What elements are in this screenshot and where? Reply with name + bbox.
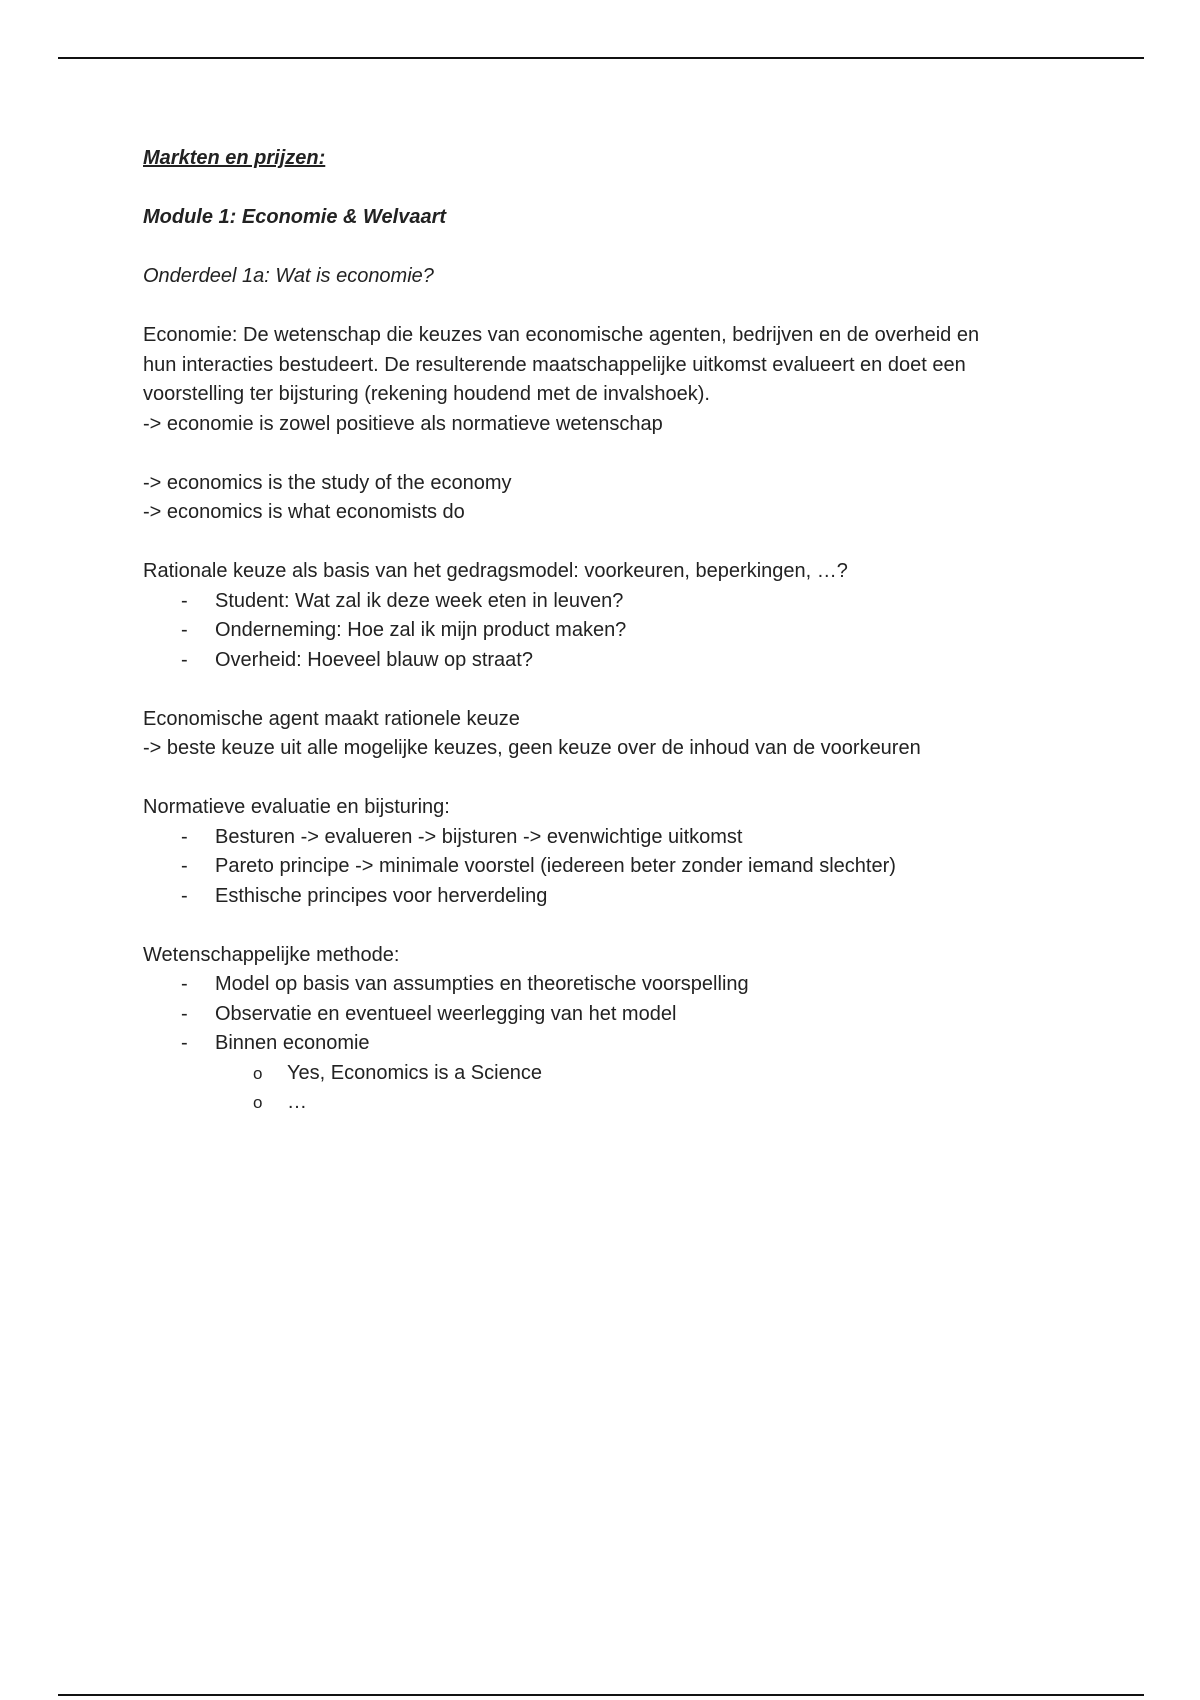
header-rule — [58, 57, 1144, 59]
agent-line: Economische agent maakt rationele keuze — [143, 707, 520, 730]
method-list — [143, 970, 1083, 1059]
definition-line: -> economie is zowel positieve als normatieve wetenschap — [143, 412, 663, 435]
economics-line: -> economics is the study of the economy — [143, 471, 512, 494]
agent-paragraph — [143, 705, 1083, 764]
definition-line: hun interacties bestudeert. De resulterende maatschappelijke uitkomst evalueert en doet een — [143, 353, 966, 376]
list-item: - Overheid: Hoeveel blauw op straat? — [143, 646, 1083, 676]
method-heading: Wetenschappelijke methode: — [143, 943, 400, 966]
definition-line: Economie: De wetenschap die keuzes van economische agenten, bedrijven en de overheid en — [143, 324, 980, 346]
module-heading: Module 1: Economie & Welvaart — [143, 206, 447, 228]
list-item: - Student: Wat zal ik deze week eten in leuven? — [143, 587, 1083, 617]
method-sublist — [143, 1059, 1083, 1118]
economics-line: -> economics is what economists do — [143, 501, 465, 523]
definition-paragraph — [143, 321, 1083, 439]
sublist-item: o Yes, Economics is a Science — [143, 1059, 1083, 1089]
list-item: - Observatie en eventueel weerlegging van het model — [143, 1000, 1083, 1030]
rational-choice-list — [143, 587, 1083, 676]
agent-line: -> beste keuze uit alle mogelijke keuzes, geen keuze over de inhoud van de voorkeuren — [143, 737, 921, 759]
definition-line: voorstelling ter bijsturing (rekening houdend met de invalshoek). — [143, 383, 710, 405]
normative-list — [143, 823, 1083, 912]
document-title: Markten en prijzen: — [143, 147, 326, 169]
list-item: - Besturen -> evalueren -> bijsturen -> evenwichtige uitkomst — [143, 823, 1083, 853]
sublist-item: o … — [143, 1088, 1083, 1118]
economics-paragraph — [143, 469, 1083, 528]
section-heading: Onderdeel 1a: Wat is economie? — [143, 265, 434, 287]
rational-choice-section — [143, 557, 1083, 675]
list-item: - Pareto principe -> minimale voorstel (iedereen beter zonder iemand slechter) — [143, 852, 1083, 882]
list-item: - Esthische principes voor herverdeling — [143, 882, 1083, 912]
list-item: - Model op basis van assumpties en theoretische voorspelling — [143, 970, 1083, 1000]
footer-rule — [58, 1694, 1144, 1696]
normative-heading: Normatieve evaluatie en bijsturing: — [143, 796, 450, 818]
method-section — [143, 941, 1083, 1118]
normative-section — [143, 793, 1083, 911]
list-item: - Onderneming: Hoe zal ik mijn product maken? — [143, 616, 1083, 646]
document-body — [143, 144, 1083, 1147]
rational-choice-heading: Rationale keuze als basis van het gedragsmodel: voorkeuren, beperkingen, …? — [143, 560, 848, 582]
list-item: - Binnen economie — [143, 1029, 1083, 1059]
